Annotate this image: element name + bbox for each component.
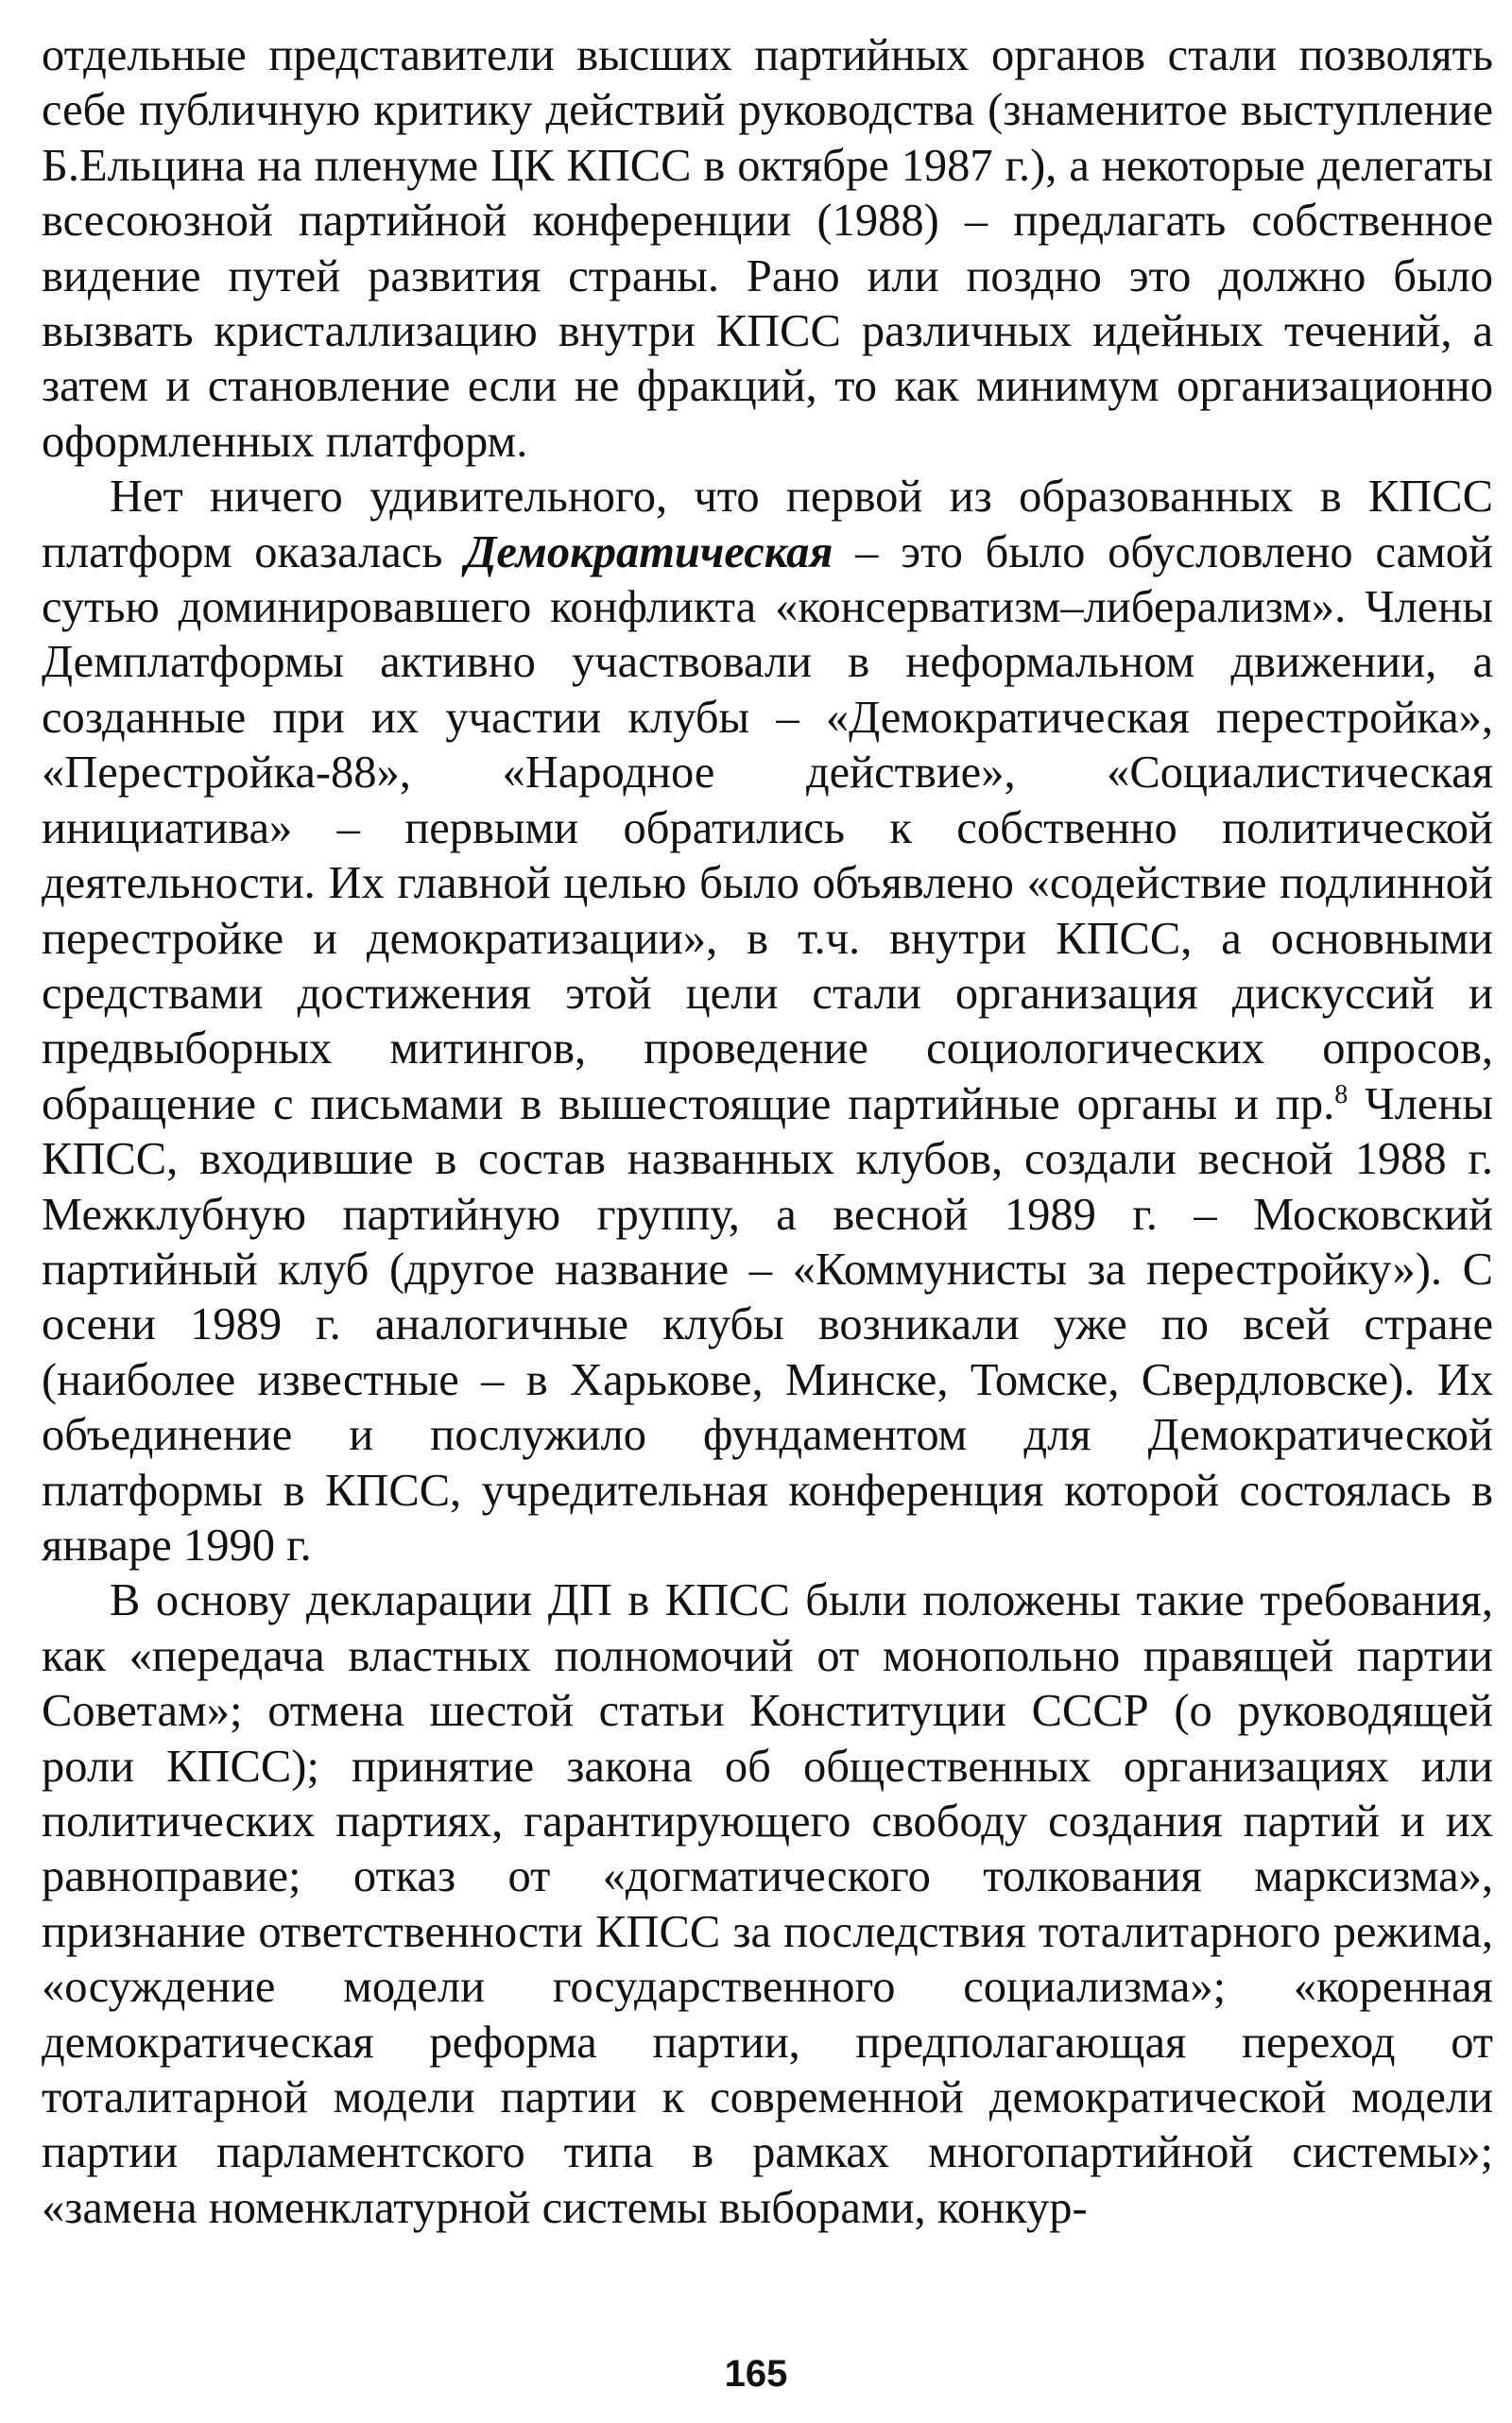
- emphasized-term: Демократическая: [465, 526, 833, 577]
- footnote-marker: 8: [1334, 1079, 1349, 1109]
- page-body: [42, 28, 1493, 2236]
- paragraph-2-text-end: Члены КПСС, входившие в состав названных клубов, создали весной 1988 г. Межклубную партийную группу, а весной 1989 г. – Московский партийный клуб (другое название – «Коммунисты за перестройку»). С осени 1989 г. аналогичные клубы возникали уже по всей стране (наиболее известные – в Харькове, Минске, Томске, Свердловске). Их объединение и послужило фундаментом для Демократической платформы в КПСС, учредительная конференция которой состоялась в январе 1990 г.: [42, 1078, 1493, 1571]
- paragraph-2-text-middle: – это было обусловлено самой сутью доминировавшего конфликта «консерватизм–либерализм». Члены Демплатформы активно участвовали в неформальном движении, а созданные при их участии клубы – «Демократическая перестройка», «Перестройка-88», «Народное действие», «Социалистическая инициатива» – первыми обратились к собственно политической деятельности. Их главной целью было объявлено «содействие подлинной перестройке и демократизации», в т.ч. внутри КПСС, а основными средствами достижения этой цели стали организация дискуссий и предвыборных митингов, проведение социологических опросов, обращение с письмами в вышестоящие партийные органы и пр.: [42, 526, 1493, 1129]
- paragraph-3: [42, 1573, 1493, 2236]
- paragraph-3-text: В основу декларации ДП в КПСС были положены такие требования, как «передача властных полномочий от монопольно правящей партии Советам»; отмена шестой статьи Конституции СССР (о руководящей роли КПСС); принятие закона об общественных организациях или политических партиях, гарантирующего свободу создания партий и их равноправие; отказ от «догматического толкования марксизма», признание ответственности КПСС за последствия тоталитарного режима, «осуждение модели государственного социализма»; «коренная демократическая реформа партии, предполагающая переход от тоталитарной модели партии к современной демократической модели партии парламентского типа в рамках многопартийной системы»; «замена номенклатурной системы выборами, конкур-: [42, 1575, 1493, 2233]
- page-number: 165: [724, 2353, 788, 2395]
- paragraph-2: [42, 470, 1493, 1573]
- paragraph-2-text-start: Нет ничего удивительного, что первой из образованных в КПСС платформ оказалась: [42, 472, 1493, 577]
- paragraph-1: [42, 28, 1493, 470]
- paragraph-1-text: отдельные представители высших партийных органов стали позволять себе публичную критику действий руководства (знаменитое выступление Б.Ельцина на пленуме ЦК КПСС в октябре 1987 г.), а некоторые делегаты всесоюзной партийной конференции (1988) – предлагать собственное видение путей развития страны. Рано или поздно это должно было вызвать кристаллизацию внутри КПСС различных идейных течений, а затем и становление если не фракций, то как минимум организационно оформленных платформ.: [42, 30, 1493, 467]
